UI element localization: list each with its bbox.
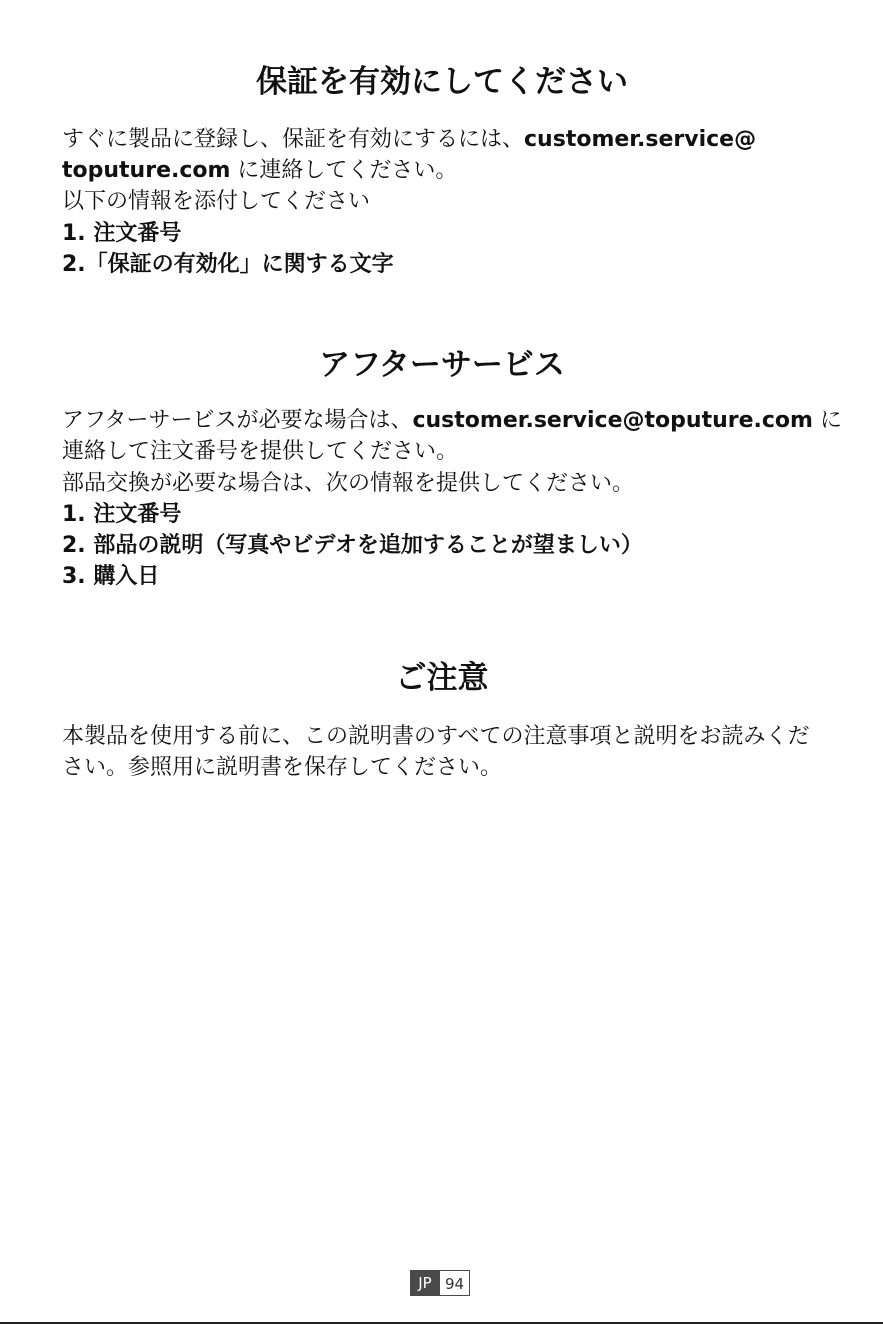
aftersales-line-1-text: アフターサービスが必要な場合は、 xyxy=(62,408,413,433)
aftersales-email: customer.service@toputure.com xyxy=(412,408,813,433)
notice-line-2: さい。参照用に説明書を保存してください。 xyxy=(62,755,503,780)
aftersales-item-part-description: 2. 部品の説明（写真やビデオを追加することが望ましい） xyxy=(62,533,643,558)
warranty-title: 保証を有効にしてください xyxy=(256,64,628,100)
aftersales-line-2: 連絡して注文番号を提供してください。 xyxy=(62,439,459,464)
warranty-line-2-text: に連絡してください。 xyxy=(230,158,458,183)
warranty-item-order-number: 1. 注文番号 xyxy=(62,221,182,246)
language-badge: JP xyxy=(410,1270,440,1296)
page-number-tab xyxy=(410,1270,470,1296)
warranty-line-3: 以下の情報を添付してください xyxy=(62,189,371,214)
warranty-line-1-text: すぐに製品に登録し、保証を有効にするには、 xyxy=(62,127,525,152)
warranty-email-part-1: customer.service@ xyxy=(524,127,757,152)
aftersales-item-order-number: 1. 注文番号 xyxy=(62,502,182,527)
aftersales-title: アフターサービス xyxy=(319,347,565,383)
page-number: 94 xyxy=(440,1270,470,1296)
warranty-item-activation-text: 2.「保証の有効化」に関する文字 xyxy=(62,252,394,277)
aftersales-item-purchase-date: 3. 購入日 xyxy=(62,564,160,589)
notice-section xyxy=(62,0,822,800)
aftersales-line-1-end: に xyxy=(812,408,842,433)
notice-line-1: 本製品を使用する前に、この説明書のすべての注意事項と説明をお読みくだ xyxy=(62,724,810,749)
notice-title: ご注意 xyxy=(395,660,489,696)
aftersales-line-3: 部品交換が必要な場合は、次の情報を提供してください。 xyxy=(62,471,635,496)
warranty-email-part-2: toputure.com xyxy=(62,158,231,183)
